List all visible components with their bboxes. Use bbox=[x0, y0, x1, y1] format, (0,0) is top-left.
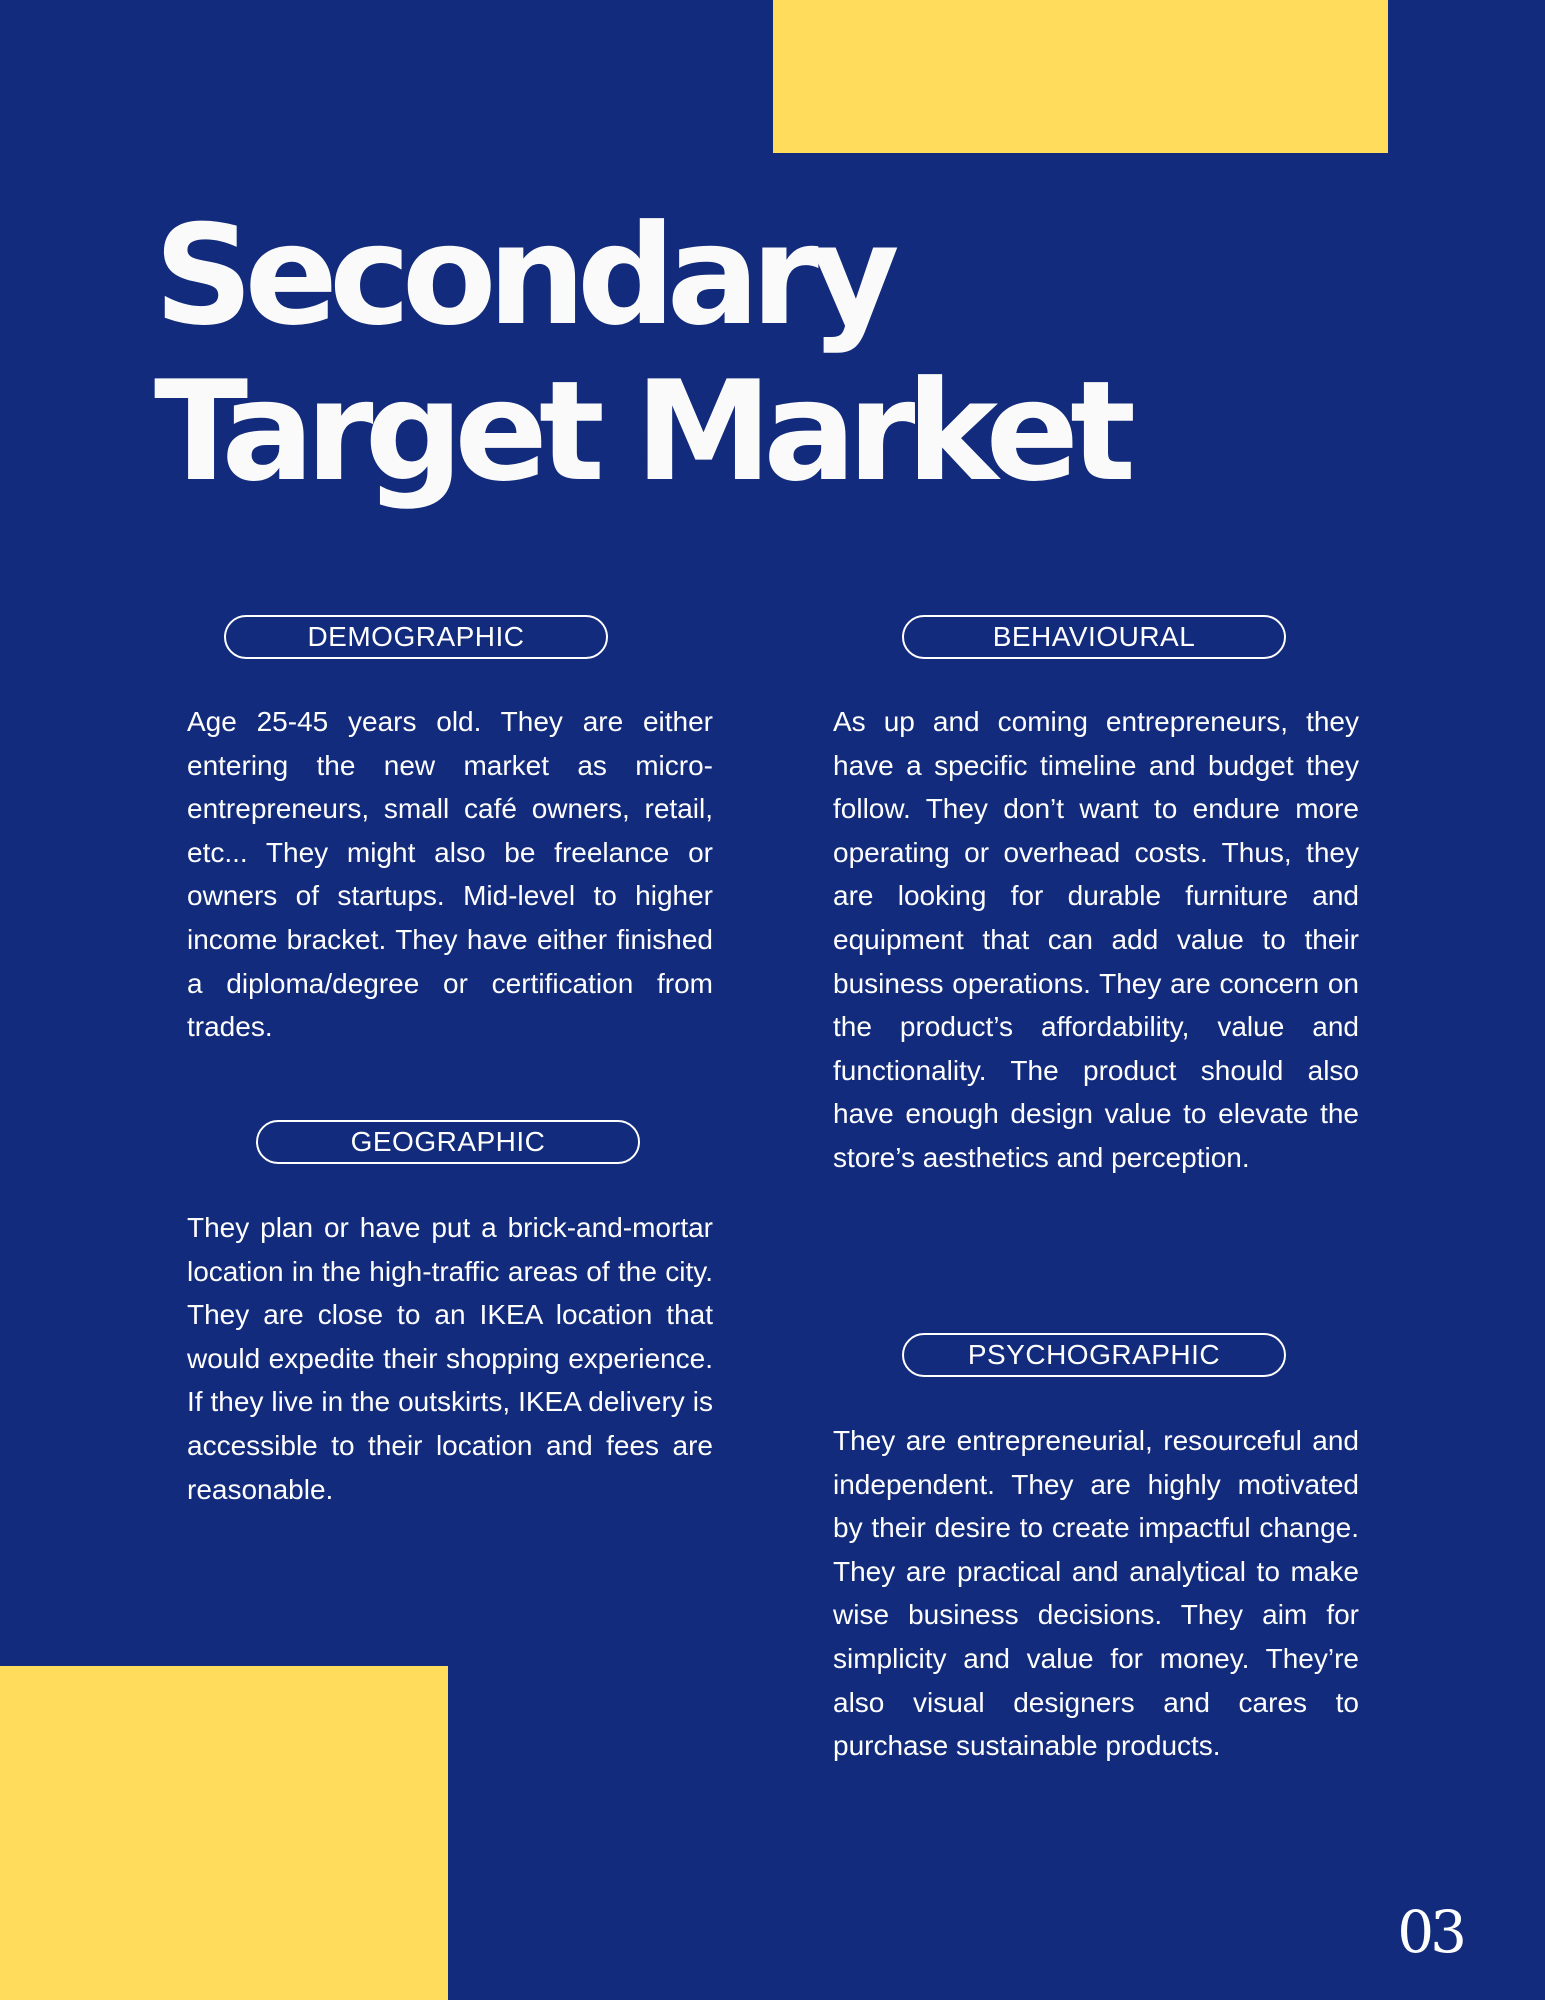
page-title-line-1: Secondary bbox=[154, 195, 891, 356]
psychographic-heading-pill: PSYCHOGRAPHIC bbox=[902, 1333, 1286, 1377]
page-number: 03 bbox=[1397, 1898, 1463, 1966]
page-title bbox=[154, 195, 1128, 512]
geographic-heading-pill: GEOGRAPHIC bbox=[256, 1120, 640, 1164]
behavioural-heading-pill: BEHAVIOURAL bbox=[902, 615, 1286, 659]
page-title-line-2: Target Market bbox=[154, 351, 1128, 512]
demographic-heading-pill: DEMOGRAPHIC bbox=[224, 615, 608, 659]
psychographic-description: They are entrepreneurial, resourceful and independent. They are highly motivated by their desire to create impactful change. They are practical and analytical to make wise business decisions. They aim for simplicity and value for money. They’re also visual designers and cares to purchase sustainable products. bbox=[833, 1425, 1359, 1762]
demographic-description: Age 25-45 years old. They are either entering the new market as micro-entrepreneurs, small café owners, retail, etc... They might also be freelance or owners of startups. Mid-level to higher income bracket. They have either finished a diploma/degree or certification from trades. bbox=[187, 706, 713, 1043]
behavioural-description: As up and coming entrepreneurs, they have a specific timeline and budget they follow. They don’t want to endure more operating or overhead costs. Thus, they are looking for durable furniture and equipment that can add value to their business operations. They are concern on the product’s affordability, value and functionality. The product should also have enough design value to elevate the store’s aesthetics and perception. bbox=[833, 706, 1359, 1173]
geographic-description: They plan or have put a brick-and-mortar location in the high-traffic areas of the city. They are close to an IKEA location that would expedite their shopping experience. If they live in the outskirts, IKEA delivery is accessible to their location and fees are reasonable. bbox=[187, 1212, 713, 1505]
yellow-accent-block-top bbox=[773, 0, 1388, 153]
yellow-accent-block-bottom bbox=[0, 1666, 448, 2000]
